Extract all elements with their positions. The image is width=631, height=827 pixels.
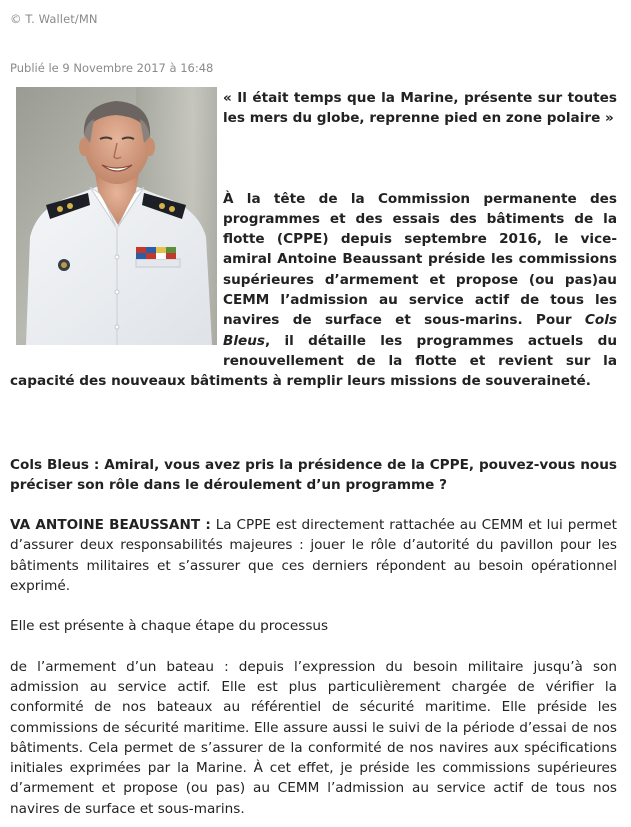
answer-speaker: VA ANTOINE BEAUSSANT : — [10, 517, 211, 534]
intro-text-part-1: À la tête de la Commission permanente des programmes et des essais des bâtiments de la flotte (CPPE) depuis septembre 2016, le vice-amiral Antoine Beaussant préside les commissions supérieures d’armement et propose (ou pas)au CEMM l’admission au service actif de tous les navires de surface et sous-marins. Pour — [223, 190, 617, 329]
portrait-photo — [16, 87, 217, 345]
intro-text-part-2: , il détaille les programmes actuels du renouvellement de la flotte et revient sur la capacité des nouveaux bâtiments à remplir leurs missions de souveraineté. — [10, 332, 617, 390]
answer-text: La CPPE est directement rattachée au CEMM et lui permet d’assurer deux responsabilités majeures : jouer le rôle d’autorité du pavillon pour les bâtiments militaires et s’assurer que ces derniers répondent au besoin opérationnel exprimé. — [10, 517, 617, 595]
pull-quote: « Il était temps que la Marine, présente sur toutes les mers du globe, reprenne pied en zone polaire » — [223, 90, 617, 127]
publication-date: Publié le 9 Novembre 2017 à 16:48 — [10, 61, 214, 75]
body-paragraph-1: Elle est présente à chaque étape du processus — [10, 618, 329, 635]
body-paragraph-2: de l’armement d’un bateau : depuis l’expression du besoin militaire jusqu’à son admission au service actif. Elle est plus particulièrement chargée de vérifier la conformité de nos bateaux au référentiel de sécurité maritime. Elle préside les commissions de sécurité maritime. Elle assure aussi le suivi de la période d’essai de nos bâtiments. Cela permet de s’assurer de la conformité de nos navires aux spécifications initiales exprimées par la Marine. À cet effet, je préside les commissions supérieures d’armement et propose (ou pas) au CEMM l’admission au service actif de tous nos navires de surface et sous-marins. — [10, 658, 617, 817]
interview-question: Cols Bleus : Amiral, vous avez pris la présidence de la CPPE, pouvez-vous nous préciser son rôle dans le déroulement d’un programme ? — [10, 456, 617, 493]
article-body — [10, 87, 617, 819]
interview-answer — [10, 515, 617, 596]
photo-credit: © T. Wallet/MN — [10, 12, 98, 26]
publication-name: Cols Bleus — [223, 312, 617, 349]
